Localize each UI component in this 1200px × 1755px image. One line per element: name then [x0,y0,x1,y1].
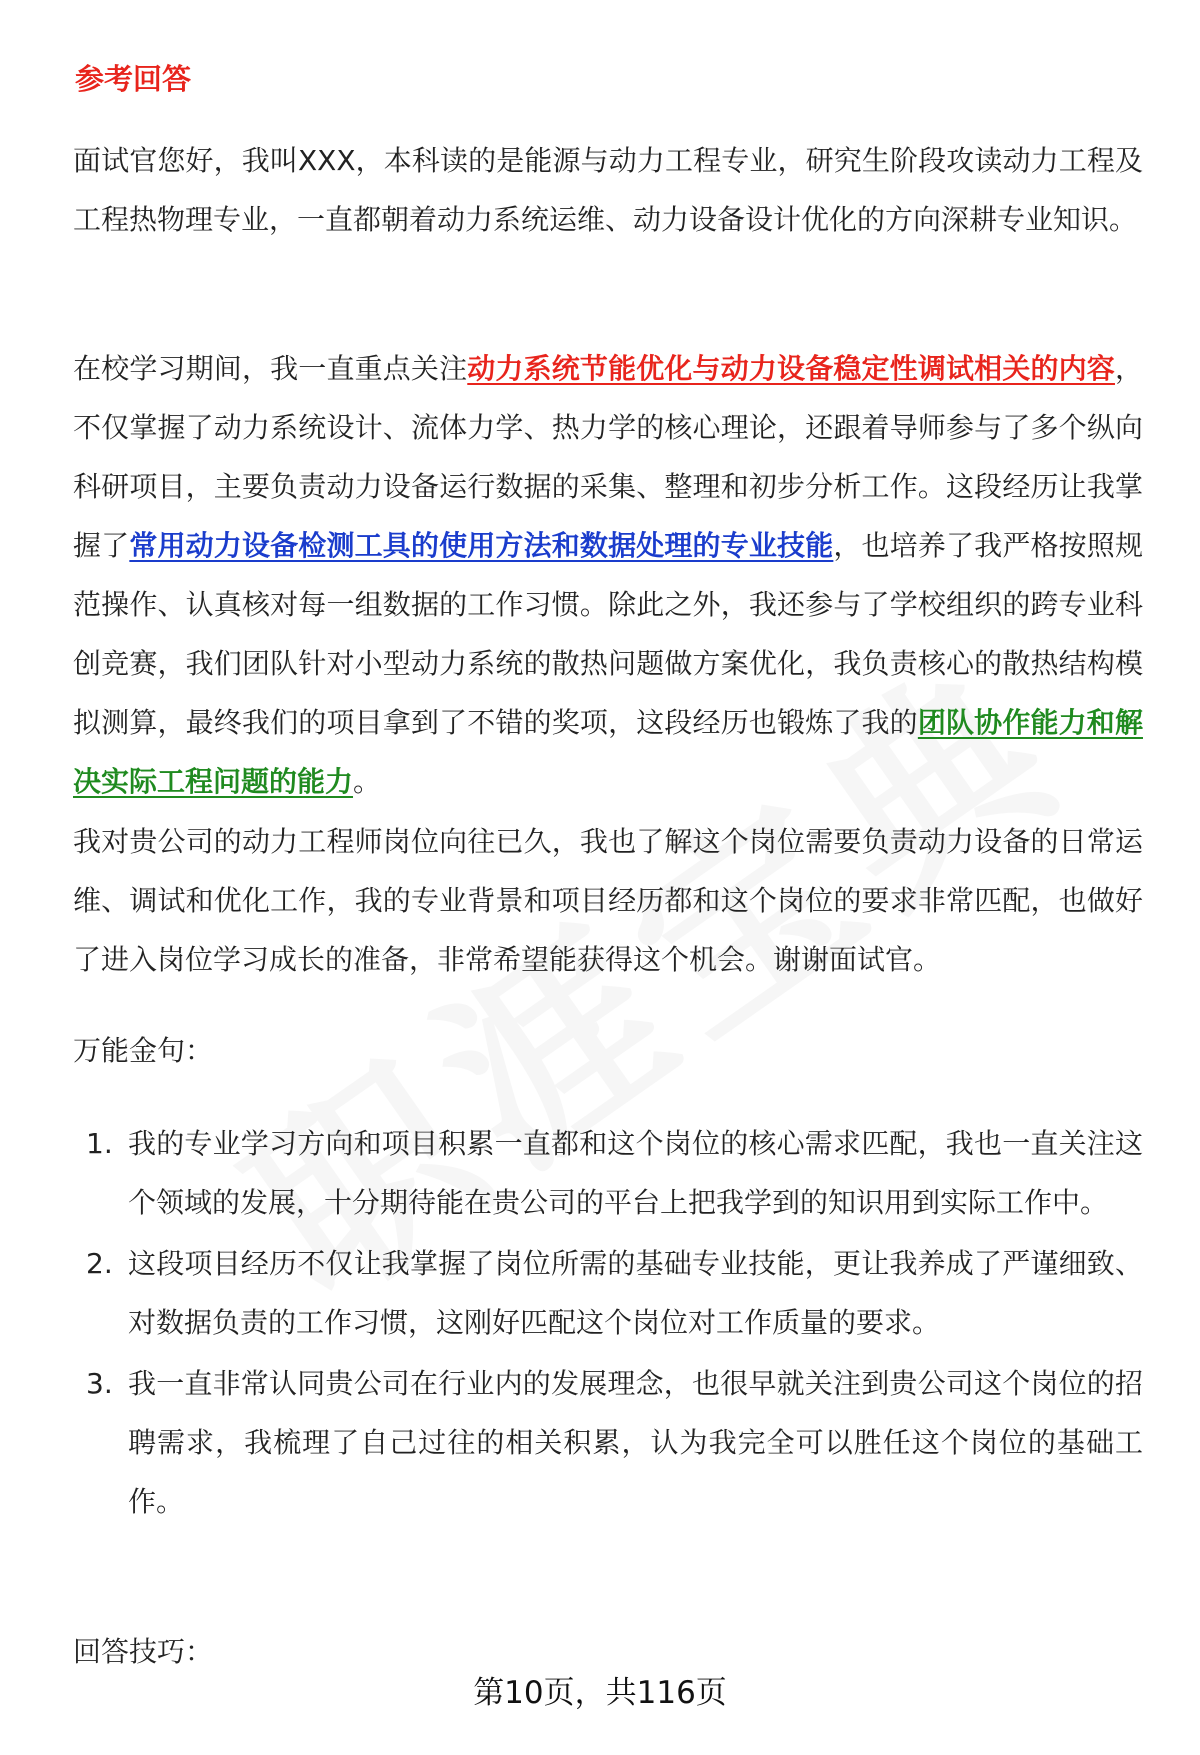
highlight-red: 动力系统节能优化与动力设备稳定性调试相关的内容 [467,352,1115,385]
page-number: 第10页，共116页 [473,1675,727,1711]
experience-text-2: ，不仅掌握了动力系统设计、流体力学、热力学的核心理论，还跟着导师参与了多个纵向科研项目，主要负责动力设备运行数据的采集、整理和初步分析工作。这段经历让我掌握了 [73,352,1143,562]
experience-text-3: ，也培养了我严格按照规范操作、认真核对每一组数据的工作习惯。除此之外，我还参与了学校组织的跨专业科创竞赛，我们团队针对小型动力系统的散热问题做方案优化，我负责核心的散热结构模拟测算，最终我们的项目拿到了不错的奖项，这段经历也锻炼了我的 [73,529,1143,739]
list-item-number: 2. [86,1247,113,1280]
answer-tips-label: 回答技巧： [73,1635,214,1668]
list-item [73,1114,1143,1232]
list-item-text: 我一直非常认同贵公司在行业内的发展理念，也很早就关注到贵公司这个岗位的招聘需求，我梳理了自己过往的相关积累，认为我完全可以胜任这个岗位的基础工作。 [128,1367,1143,1518]
list-item-text: 这段项目经历不仅让我掌握了岗位所需的基础专业技能，更让我养成了严谨细致、对数据负责的工作习惯，这刚好匹配这个岗位对工作质量的要求。 [128,1247,1143,1339]
experience-text-1: 在校学习期间，我一直重点关注 [73,352,468,385]
highlight-blue: 常用动力设备检测工具的使用方法和数据处理的专业技能 [129,529,834,562]
highlight-green: 团队协作能力和解决实际工程问题的能力 [73,706,1143,798]
golden-sentences-list [73,1114,1143,1533]
list-item-number: 1. [86,1127,113,1160]
list-item-text: 我的专业学习方向和项目积累一直都和这个岗位的核心需求匹配，我也一直关注这个领域的发展，十分期待能在贵公司的平台上把我学到的知识用到实际工作中。 [128,1127,1143,1219]
list-item [73,1234,1143,1352]
experience-paragraph [73,339,1143,811]
list-item-number: 3. [86,1367,113,1400]
experience-text-4: 。 [353,765,382,798]
closing-paragraph: 我对贵公司的动力工程师岗位向往已久，我也了解这个岗位需要负责动力设备的日常运维、调试和优化工作，我的专业背景和项目经历都和这个岗位的要求非常匹配，也做好了进入岗位学习成长的准备，非常希望能获得这个机会。谢谢面试官。 [73,825,1143,976]
list-item [73,1354,1143,1531]
intro-paragraph: 面试官您好，我叫XXX，本科读的是能源与动力工程专业，研究生阶段攻读动力工程及工程热物理专业，一直都朝着动力系统运维、动力设备设计优化的方向深耕专业知识。 [73,144,1143,236]
golden-sentences-label: 万能金句： [73,1034,214,1067]
section-heading: 参考回答 [75,62,192,96]
